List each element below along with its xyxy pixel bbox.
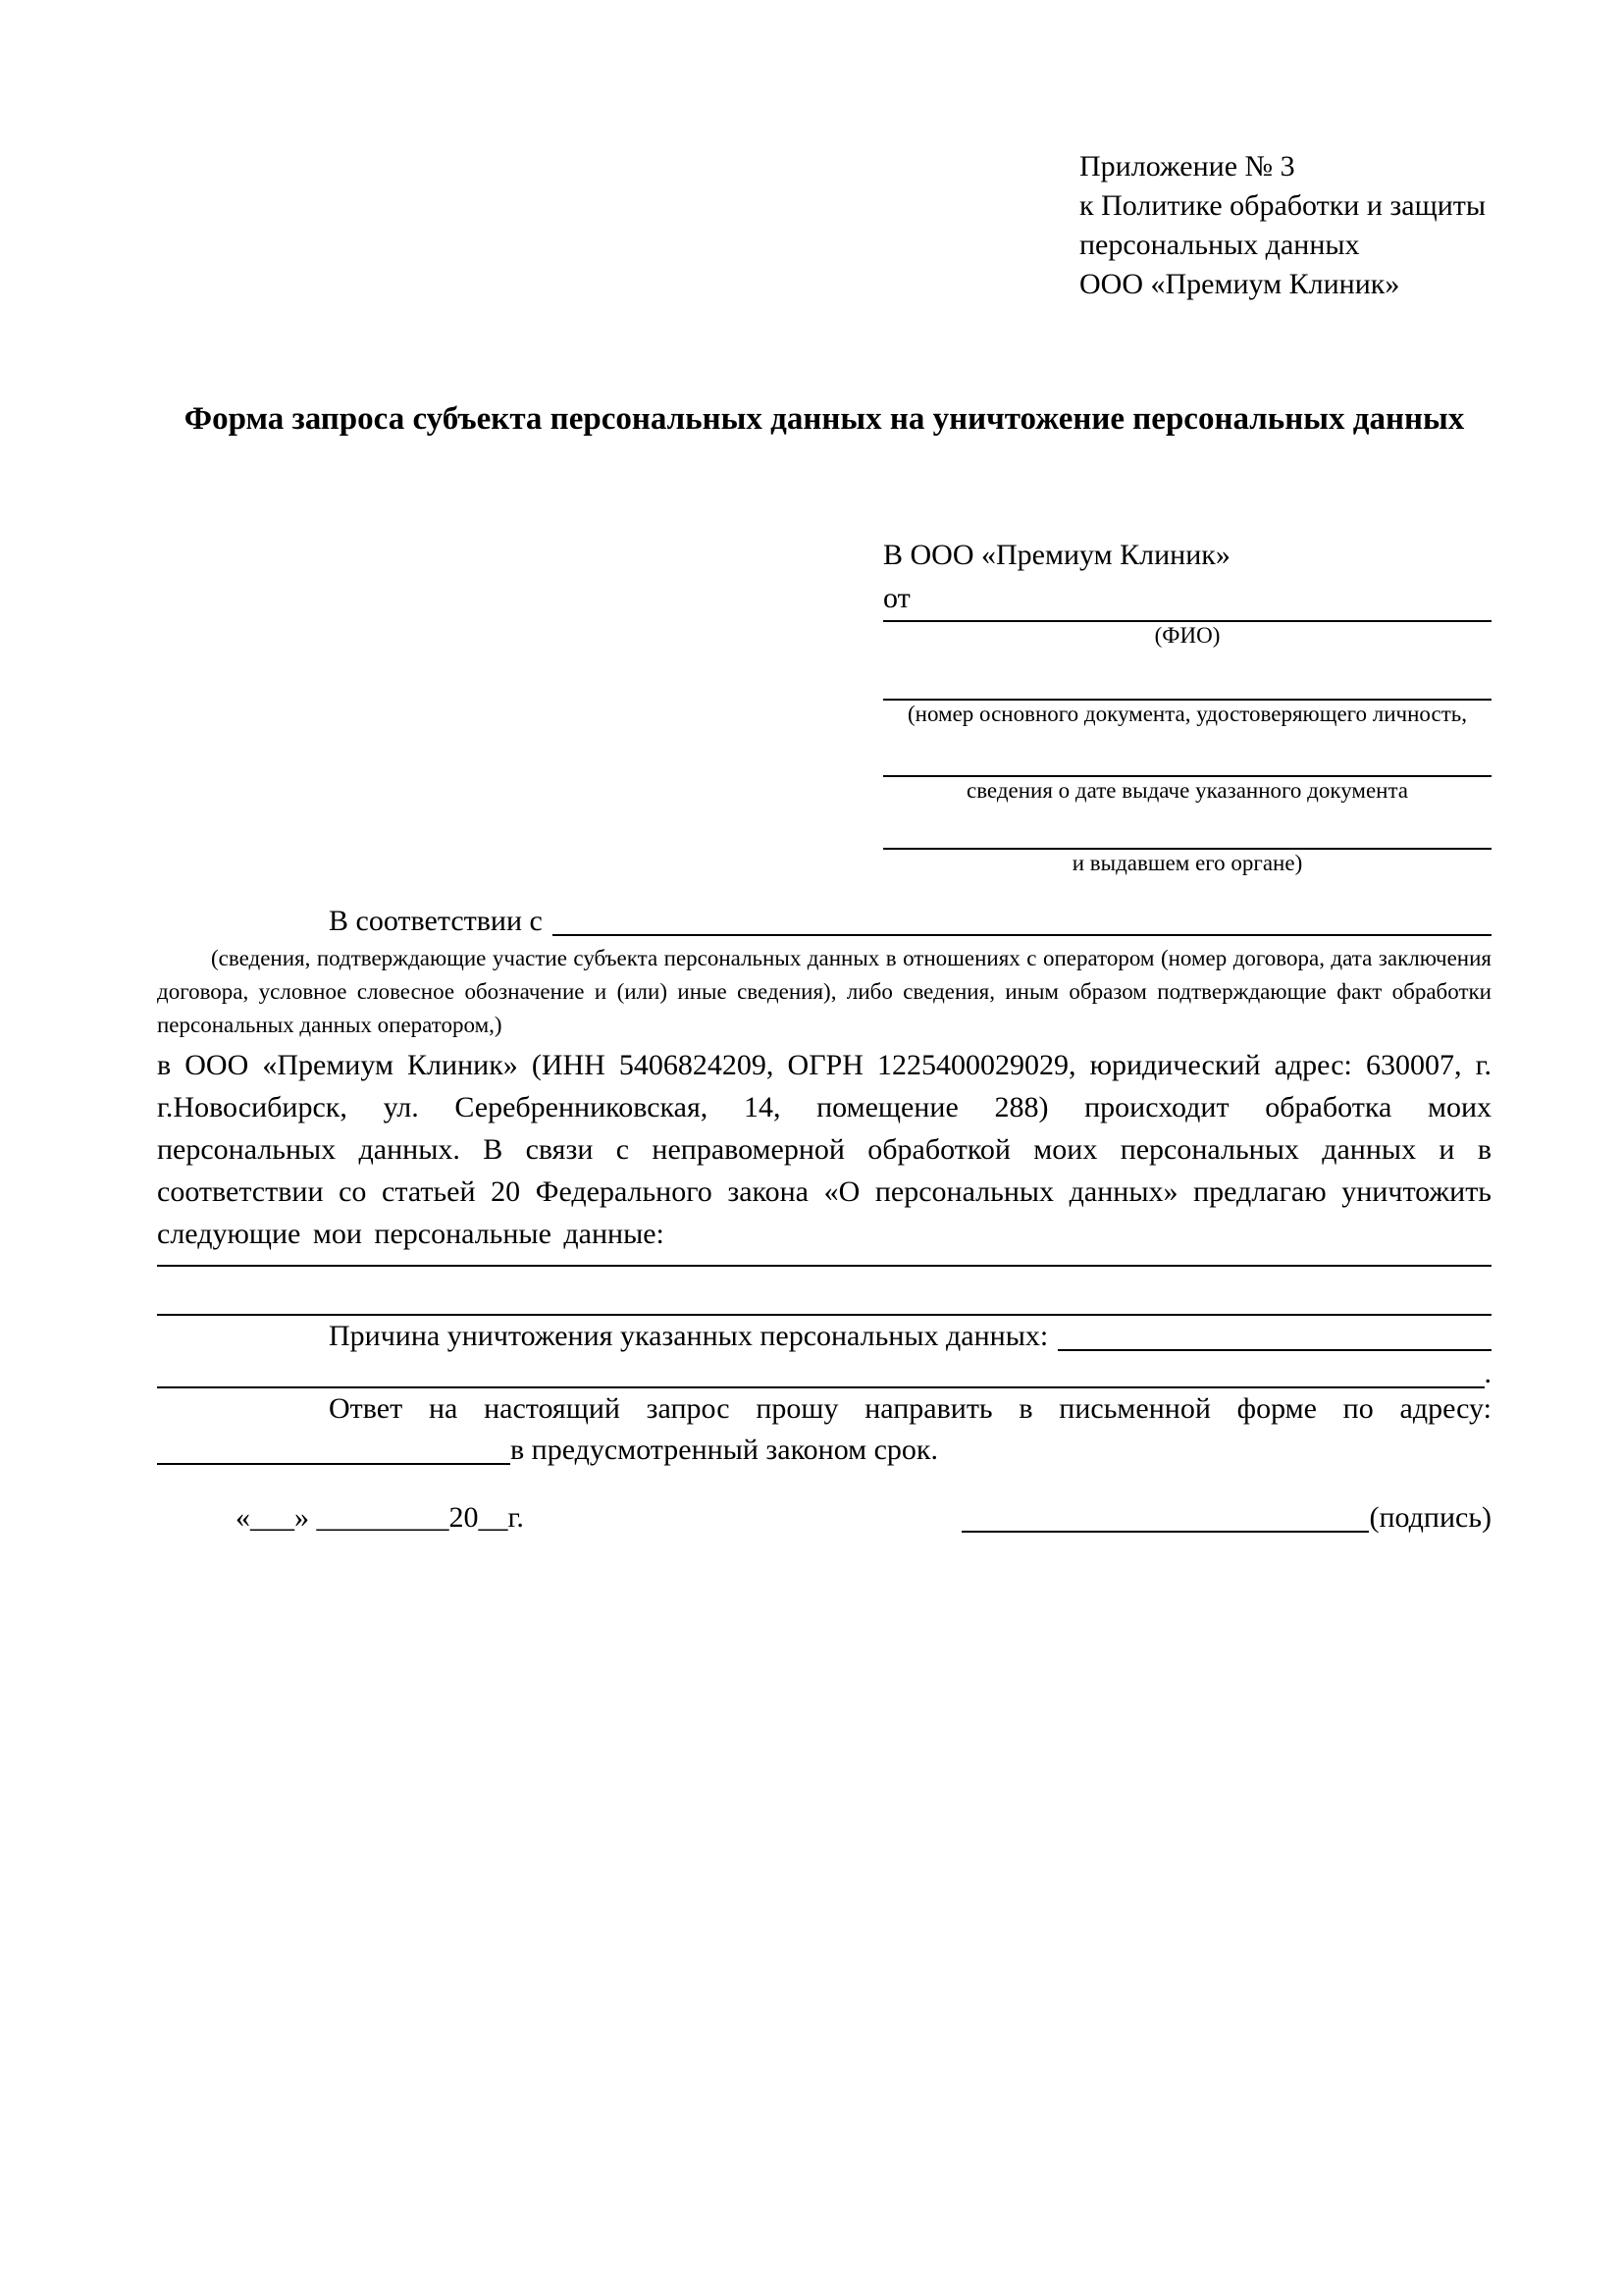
personal-data-blank-line-1 xyxy=(157,1255,1492,1267)
response-paragraph: Ответ на настоящий запрос прошу направить в письменной форме по адресу: xyxy=(329,1392,1492,1425)
document-title: Форма запроса субъекта персональных данных на уничтожение персональных данных xyxy=(183,401,1465,437)
signature-block xyxy=(962,1496,1492,1539)
issuing-authority-blank-line xyxy=(883,805,1492,850)
document-number-caption: (номер основного документа, удостоверяющего личность, xyxy=(907,702,1467,726)
reason-continuation-row xyxy=(157,1357,1492,1388)
reason-blank-line xyxy=(1058,1316,1492,1351)
footer-row xyxy=(157,1496,1492,1539)
accordance-label: В соответствии с xyxy=(329,905,543,937)
appendix-note-line: к Политике обработки и защиты xyxy=(1079,189,1487,222)
address-blank-line xyxy=(157,1430,510,1465)
issue-date-blank-line xyxy=(883,728,1492,777)
response-tail-row xyxy=(157,1430,1492,1471)
personal-data-blank-line-2 xyxy=(157,1267,1492,1316)
appendix-note-line: Приложение № 3 xyxy=(1079,150,1295,183)
fine-print-note: (сведения, подтверждающие участие субъекта персональных данных в отношениях с оператором (номер договора, дата заключения договора, условное словесное обозначение и (или) иные сведения), либо сведения, иным образом подтверждающие факт обработки персональных данных оператором,) xyxy=(157,946,1492,1037)
issue-date-caption: сведения о дате выдаче указанного документа xyxy=(966,778,1409,803)
reason-label: Причина уничтожения указанных персональных данных: xyxy=(329,1320,1049,1352)
appendix-note-line: ООО «Премиум Клиник» xyxy=(1079,268,1400,300)
signature-blank-line xyxy=(962,1496,1369,1533)
issuing-authority-caption: и выдавшем его органе) xyxy=(1072,851,1303,875)
document-number-blank-line xyxy=(883,650,1492,701)
reason-row xyxy=(157,1316,1492,1357)
fio-caption: (ФИО) xyxy=(1154,623,1221,648)
signature-caption: (подпись) xyxy=(1369,1501,1492,1534)
appendix-note xyxy=(1079,147,1492,304)
response-tail-text: в предусмотренный законом срок. xyxy=(510,1434,938,1466)
accordance-blank-line xyxy=(552,901,1492,936)
date-blank: «___» _________20__г. xyxy=(236,1501,524,1534)
recipient-block xyxy=(883,534,1492,877)
main-paragraph: в ООО «Премиум Клиник» (ИНН 5406824209, ОГРН 1225400029029, юридический адрес: 630007, г. г.Новосибирск, ул. Серебренниковская, 14, помещение 288) происходит обработка моих персональных данных. В связи с неправомерной обработкой моих персональных данных и в соответствии со статьей 20 Федерального закона «О персональных данных» предлагаю уничтожить следующие мои персональные данные: xyxy=(157,1049,1492,1250)
recipient-organization: В ООО «Премиум Клиник» xyxy=(883,539,1230,571)
accordance-row xyxy=(157,901,1492,942)
appendix-note-line: персональных данных xyxy=(1079,229,1360,261)
sentence-period: . xyxy=(1484,1357,1492,1389)
from-label: от xyxy=(883,582,911,614)
